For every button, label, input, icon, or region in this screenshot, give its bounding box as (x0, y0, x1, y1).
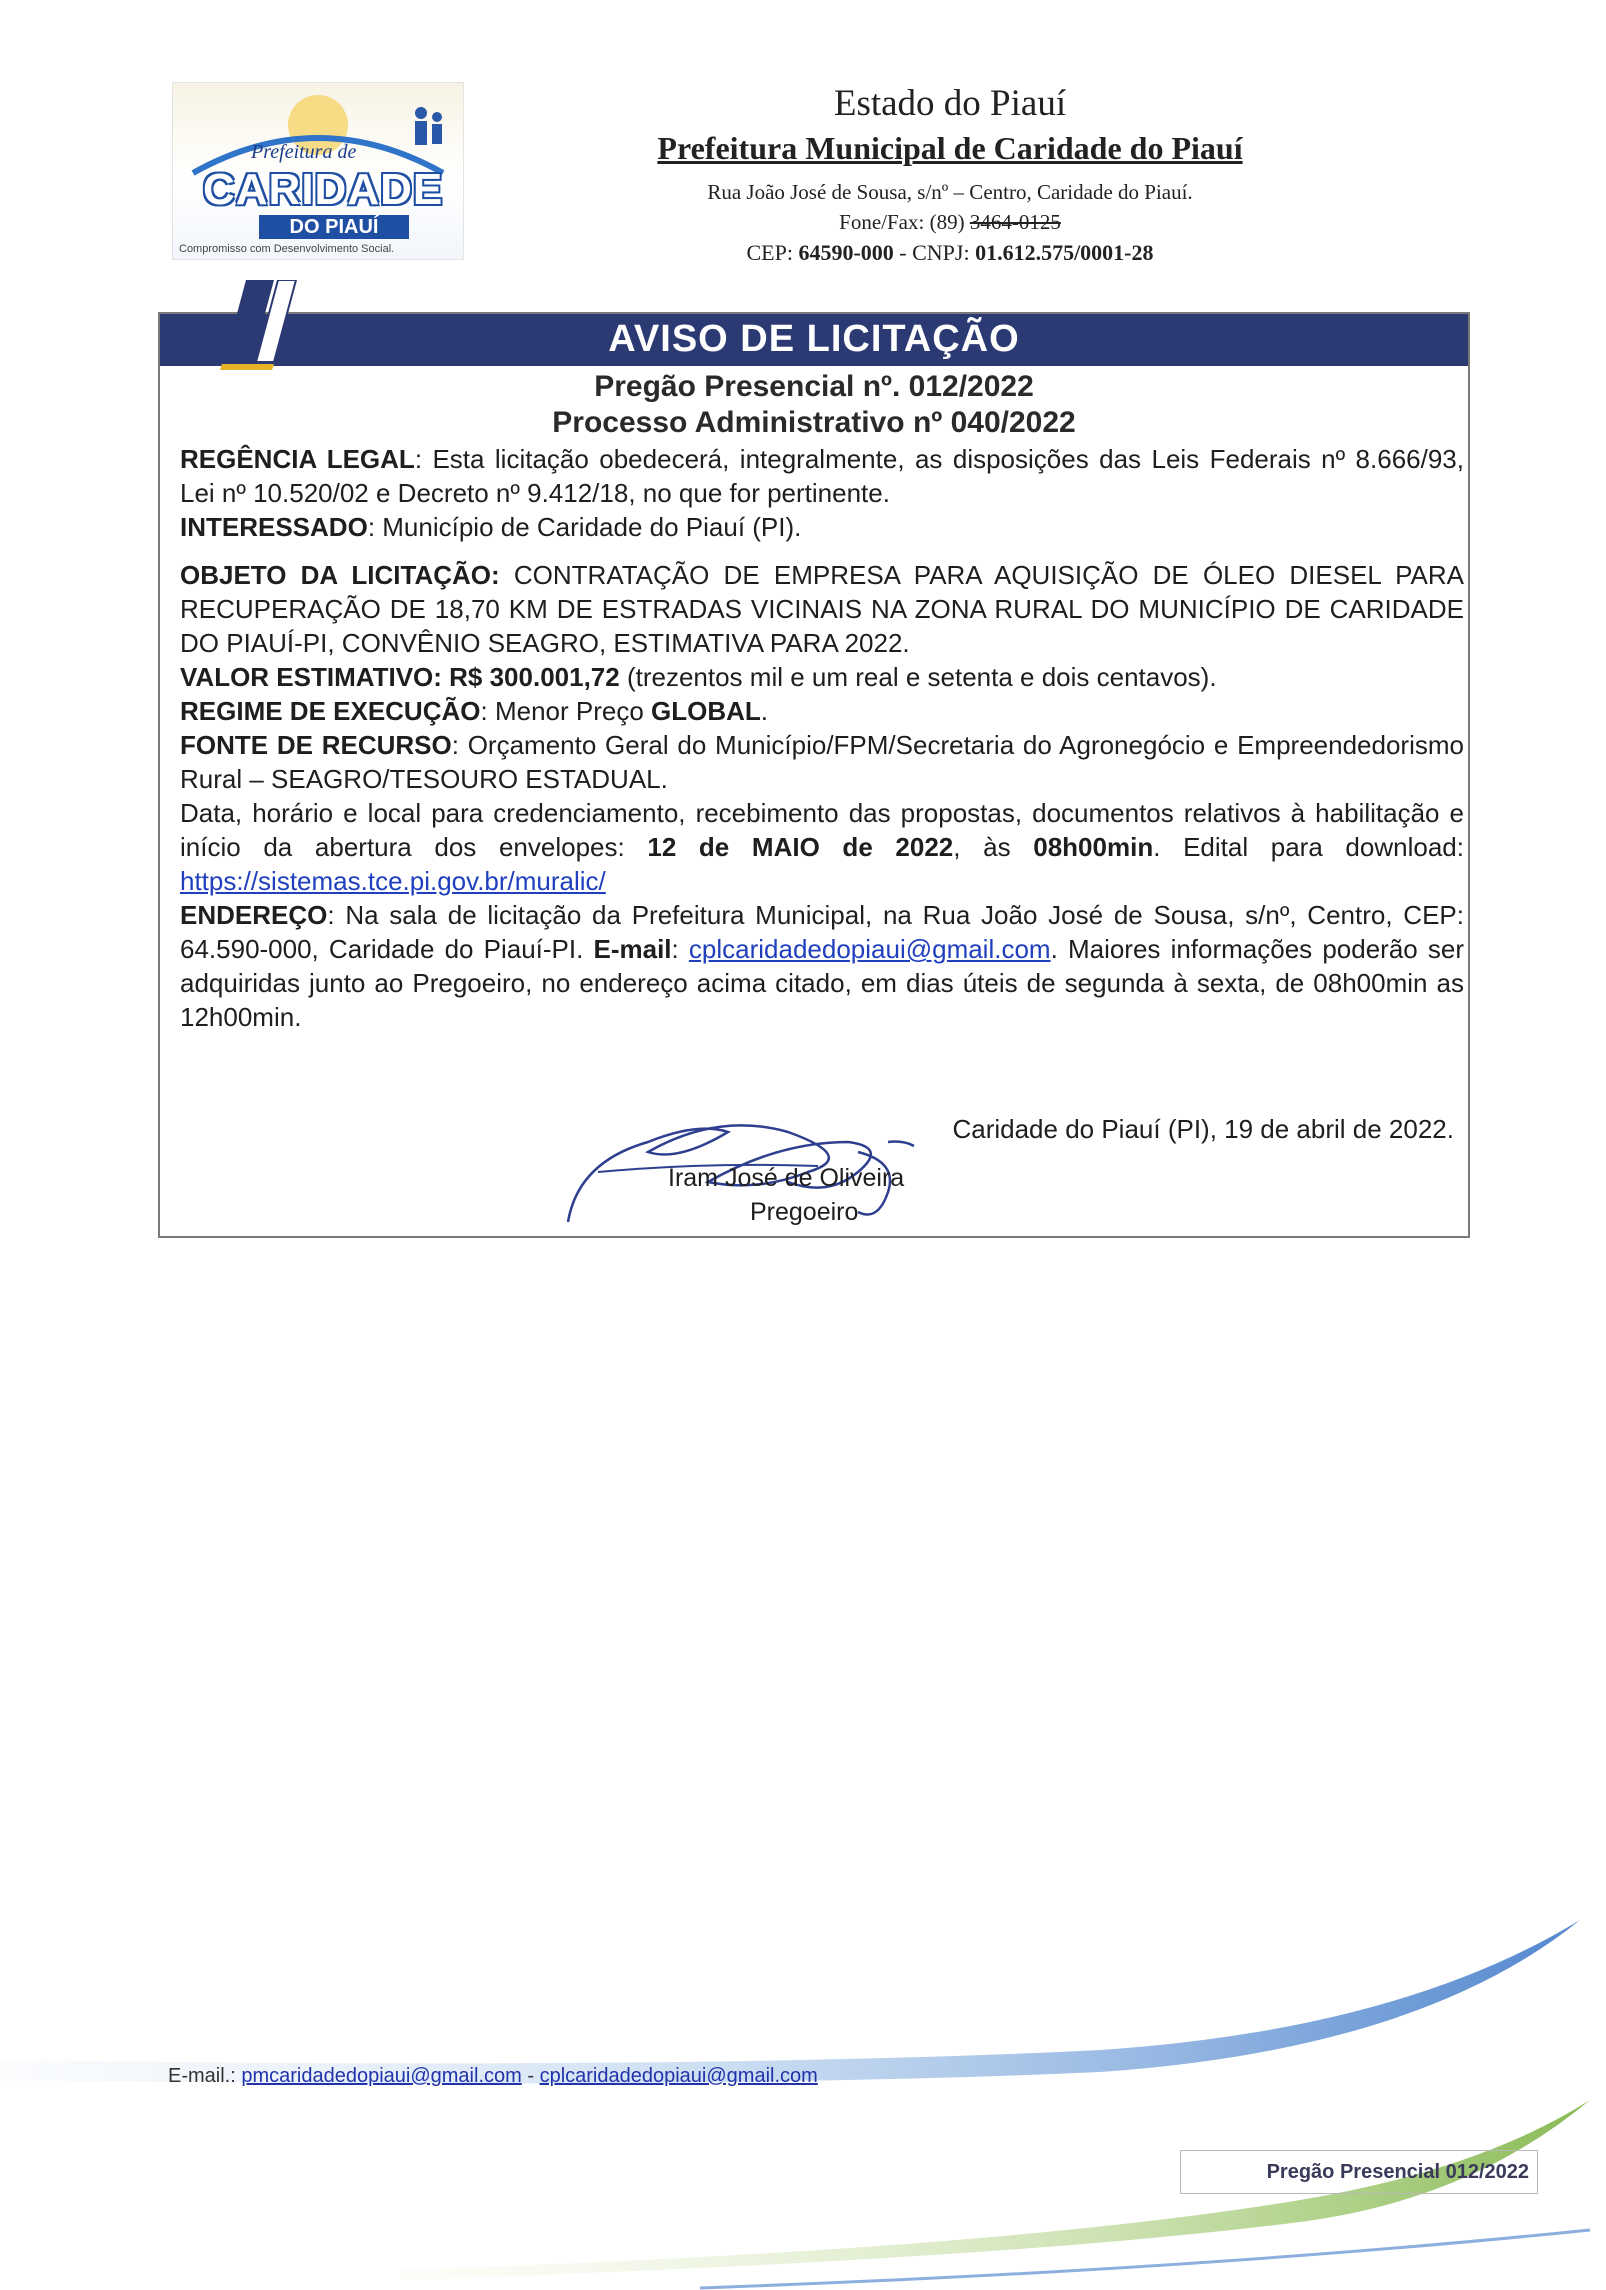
data-text: Data, horário e local para credenciamento, recebimento das propostas, documentos relativos à habilitação e início da abertura dos envelopes: (180, 798, 1464, 862)
data-paragraph (180, 796, 1464, 898)
interessado-label: INTERESSADO (180, 512, 368, 542)
interessado-paragraph (180, 510, 1464, 544)
regime-end: . (760, 696, 769, 726)
banner-slash-icon (216, 280, 312, 372)
phone-number: 3464-0125 (969, 210, 1061, 234)
email-label: E-mail (593, 934, 672, 964)
cep-label: CEP: (746, 240, 799, 265)
data-sep: , às (953, 832, 1034, 862)
fonte-paragraph (180, 728, 1464, 796)
objeto-text: CONTRATAÇÃO DE EMPRESA PARA AQUISIÇÃO DE ÓLEO DIESEL PARA RECUPERAÇÃO DE 18,70 KM DE ESTRADAS VICINAIS NA ZONA RURAL DO MUNICÍPIO DE CARIDADE DO PIAUÍ-PI, CONVÊNIO SEAGRO, ESTIMATIVA PARA 2022. (180, 560, 1464, 658)
data-date: 12 de MAIO de 2022 (647, 832, 954, 862)
valor-label: VALOR ESTIMATIVO: R$ 300.001,72 (180, 662, 620, 692)
data-time: 08h00min (1033, 832, 1154, 862)
fonte-label: FONTE DE RECURSO (180, 730, 452, 760)
logo-slogan: Compromisso com Desenvolvimento Social. (179, 243, 395, 255)
regencia-paragraph (180, 442, 1464, 510)
cnpj-label: - CNPJ: (893, 240, 976, 265)
footer-process-ref: Pregão Presencial 012/2022 (1266, 2161, 1529, 2183)
endereco-label: ENDEREÇO (180, 900, 328, 930)
endereco-text: : Na sala de licitação da Prefeitura Municipal, na Rua João José de Sousa, s/nº, Centro, CEP: 64.590-000, Caridade do Piauí-PI. (180, 900, 1464, 964)
signature-date: Caridade do Piauí (PI), 19 de abril de 2022. (952, 1114, 1454, 1144)
notice-body (180, 442, 1464, 1034)
header-phone (600, 210, 1300, 235)
phone-prefix: Fone/Fax: (89) (839, 210, 970, 234)
header-cep-cnpj (600, 240, 1300, 266)
signer-name: Iram José de Oliveira (668, 1164, 905, 1192)
cep-value: 64590-000 (798, 240, 894, 265)
edital-download-link[interactable]: https://sistemas.tce.pi.gov.br/muralic/ (180, 866, 606, 896)
contact-email-link[interactable]: cplcaridadedopiaui@gmail.com (688, 934, 1051, 964)
endereco-paragraph (180, 898, 1464, 1034)
footer-email-sep: - (521, 2065, 540, 2087)
data-edital: . Edital para download: (1153, 832, 1464, 862)
logo-prefeitura-text: Prefeitura de (251, 141, 357, 163)
header-address: Rua João José de Sousa, s/nº – Centro, Caridade do Piauí. (707, 180, 1193, 204)
footer-swoosh-graphic (0, 1900, 1606, 2290)
logo-dopiaui-text: DO PIAUÍ (259, 215, 409, 239)
endereco-end: . Maiores informações poderão ser adquiridas junto ao Pregoeiro, no endereço acima citado, em dias úteis de segunda à sexta, de 08h00min as 12h00min. (180, 934, 1464, 1032)
pregao-number: Pregão Presencial nº. 012/2022 (594, 370, 1034, 403)
signer-role: Pregoeiro (750, 1198, 859, 1226)
regime-global: GLOBAL (651, 696, 761, 726)
interessado-text: : Município de Caridade do Piauí (PI). (367, 512, 802, 542)
footer-email-2-link[interactable]: cplcaridadedopiaui@gmail.com (539, 2065, 818, 2087)
notice-box (158, 312, 1470, 1238)
objeto-label: OBJETO DA LICITAÇÃO: (180, 560, 500, 590)
valor-paragraph (180, 660, 1464, 694)
processo-number: Processo Administrativo nº 040/2022 (552, 406, 1076, 439)
footer-process-box (1180, 2150, 1538, 2194)
footer-contact (168, 2065, 818, 2088)
notice-title: AVISO DE LICITAÇÃO (608, 318, 1020, 360)
regime-paragraph (180, 694, 1464, 728)
prefeitura-heading: Prefeitura Municipal de Caridade do Piauí (657, 130, 1243, 166)
cnpj-value: 01.612.575/0001-28 (975, 240, 1154, 265)
regime-label: REGIME DE EXECUÇÃO (180, 696, 481, 726)
regencia-text: : Esta licitação obedecerá, integralmente, as disposições das Leis Federais nº 8.666/93, Lei nº 10.520/02 e Decreto nº 9.412/18, no que for pertinente. (180, 444, 1464, 508)
notice-banner (160, 314, 1468, 366)
prefeitura-logo (172, 82, 464, 260)
footer-email-label: E-mail.: (168, 2065, 242, 2087)
fonte-text: : Orçamento Geral do Município/FPM/Secretaria do Agronegócio e Empreendedorismo Rural – SEAGRO/TESOURO ESTADUAL. (180, 730, 1464, 794)
email-sep: : (671, 934, 689, 964)
regime-text: : Menor Preço (480, 696, 652, 726)
objeto-paragraph (180, 558, 1464, 660)
state-heading: Estado do Piauí (833, 83, 1067, 124)
logo-caridade-text: CARIDADE (203, 165, 444, 214)
regencia-label: REGÊNCIA LEGAL (180, 444, 415, 474)
footer-email-1-link[interactable]: pmcaridadedopiaui@gmail.com (241, 2065, 522, 2087)
valor-text: (trezentos mil e um real e setenta e dois centavos). (619, 662, 1217, 692)
